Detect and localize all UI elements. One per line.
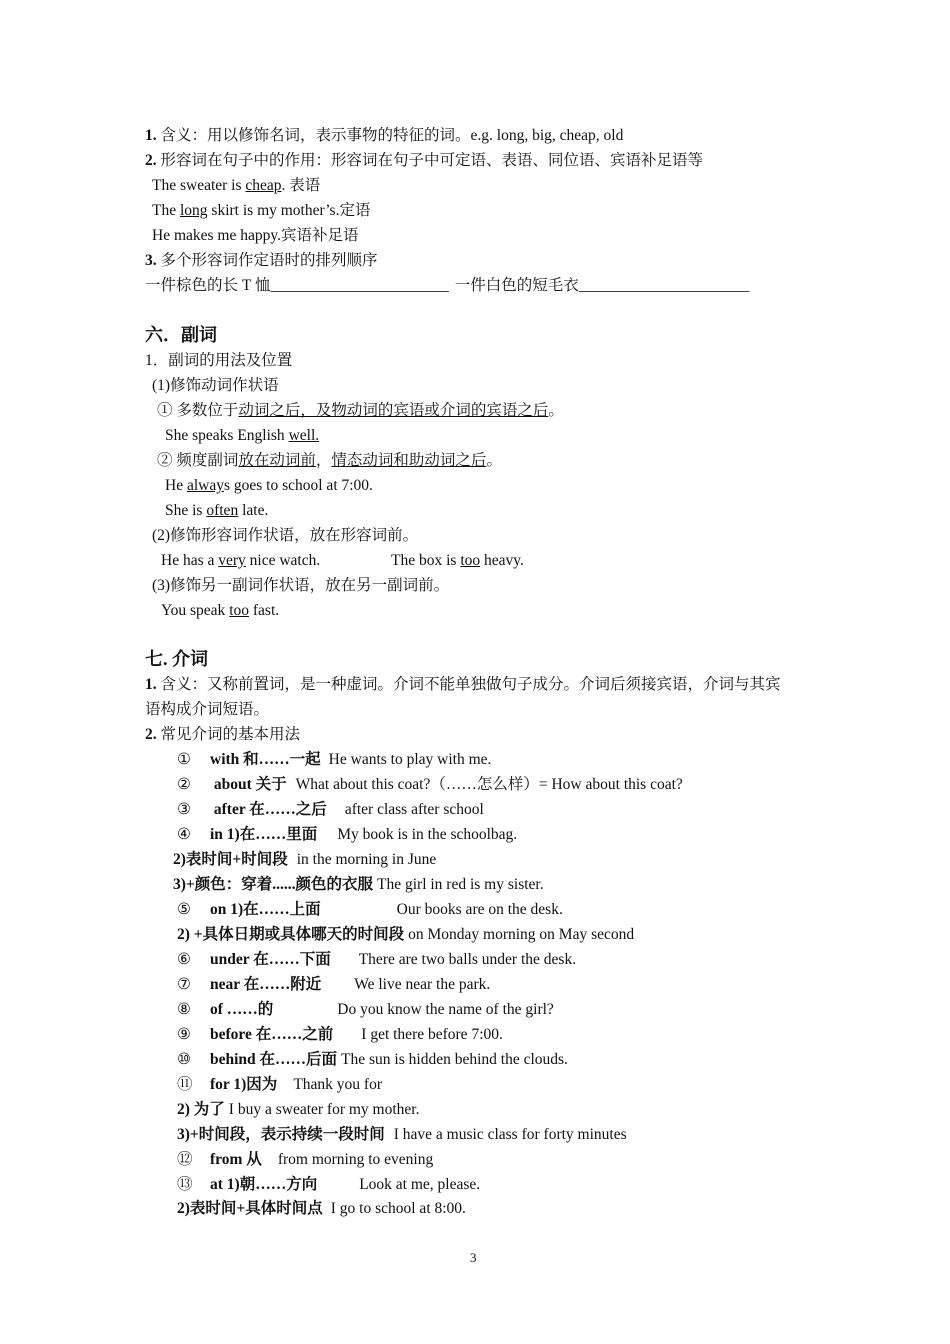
circled-number: ⑫ (177, 1151, 193, 1168)
prep-item-with (177, 750, 491, 770)
circled-number: ⑥ (177, 951, 191, 968)
line-text: 形容词在句子中的作用：形容词在句子中可定语、表语、同位语、宾语补足语等 (156, 152, 704, 169)
line-text: 多个形容词作定语时的排列顺序 (156, 252, 378, 269)
item-number: 1. (145, 676, 157, 693)
underlined-text: often (206, 502, 239, 519)
prep-term: on 1)在……上面 (210, 901, 321, 918)
adj-example-1 (152, 176, 320, 196)
underlined-text: 动词之后，及物动词的宾语或介词的宾语之后 (238, 402, 549, 419)
line-text: 含义：又称前置词，是一种虚词。介词不能单独做句子成分。介词后须接宾语，介词与其宾 (156, 676, 781, 693)
prep-example: Do you know the name of the girl? (337, 1001, 554, 1018)
preposition-heading: 七. 介词 (145, 649, 208, 669)
circled-number: ⑨ (177, 1026, 191, 1043)
prep-term: with 和……一起 (210, 751, 321, 768)
item-number: 2. (145, 152, 157, 169)
circled-number: ③ (177, 801, 191, 818)
underlined-text: very (218, 552, 246, 569)
adv-subheading: 1．副词的用法及位置 (145, 352, 293, 369)
prep-line-1-cont: 语构成介词短语。 (145, 701, 270, 718)
text: fast. (249, 602, 280, 619)
prep-example: in the morning in June (296, 851, 437, 868)
adv-sub-2-example-1 (161, 551, 320, 571)
text: He (165, 477, 187, 494)
text: She speaks English (165, 427, 289, 444)
prep-term: at 1)朝……方向 (210, 1176, 318, 1193)
prep-item-for (177, 1075, 382, 1095)
adv-sub-3-example (161, 601, 279, 621)
prep-example: The girl in red is my sister. (377, 876, 544, 893)
text: ② 频度副词 (157, 452, 239, 469)
prep-term: about 关于 (210, 776, 287, 793)
text: The box is (391, 552, 461, 569)
prep-example: I get there before 7:00. (361, 1026, 503, 1043)
adv-sub-2: (2)修饰形容词作状语，放在形容词前。 (152, 527, 419, 544)
text: ， (315, 452, 332, 469)
circled-number: ④ (177, 826, 191, 843)
prep-term: near 在……附近 (210, 976, 322, 993)
prep-item-in (177, 825, 517, 845)
prep-line-1 (145, 675, 781, 695)
line-text: 含义：用以修饰名词，表示事物的特征的词。e.g. long, big, cheap, old (156, 127, 624, 144)
underlined-text: cheap (245, 177, 282, 194)
adv-rule-1 (157, 401, 564, 421)
prep-item-after (177, 800, 484, 820)
text: He has a (161, 552, 219, 569)
prep-example: on Monday morning on May second (408, 926, 635, 943)
fill-blank-2: 一件白色的短毛衣______________________ (454, 277, 750, 294)
prep-example: I go to school at 8:00. (330, 1200, 466, 1217)
prep-item-on-2 (177, 925, 634, 945)
underlined-text: too (229, 602, 249, 619)
underlined-text: 放在动词前 (238, 452, 316, 469)
adv-sub-3: (3)修饰另一副词作状语，放在另一副词前。 (152, 577, 450, 594)
adj-blank-line (145, 276, 749, 296)
text: heavy. (480, 552, 524, 569)
underlined-text: too (460, 552, 481, 569)
prep-item-near (177, 975, 490, 995)
underlined-text: 情态动词和助动词之后 (331, 452, 487, 469)
prep-term: 3)+颜色：穿着......颜色的衣服 (173, 876, 373, 893)
text: s goes to school at 7:00. (223, 477, 373, 494)
text: 。 (486, 452, 502, 469)
text: He makes me happy.宾语补足语 (152, 227, 359, 244)
prep-term: under 在……下面 (210, 951, 331, 968)
prep-term: after 在……之后 (210, 801, 327, 818)
text: You speak (161, 602, 230, 619)
prep-term: behind 在……后面 (210, 1051, 338, 1068)
prep-example: We live near the park. (354, 976, 491, 993)
underlined-text: well. (288, 427, 320, 444)
prep-item-behind (177, 1050, 568, 1070)
circled-number: ② (177, 776, 191, 793)
prep-example: Look at me, please. (359, 1176, 481, 1193)
text: late. (238, 502, 269, 519)
prep-example: from morning to evening (277, 1151, 434, 1168)
circled-number: ⑩ (177, 1051, 191, 1068)
adv-sub-1: (1)修饰动词作状语 (152, 377, 279, 394)
prep-item-before (177, 1025, 503, 1045)
adverb-heading: 六．副词 (145, 325, 217, 345)
adv-sub-2-example-2 (391, 551, 524, 571)
text: . 表语 (281, 177, 321, 194)
line-text: 常见介词的基本用法 (156, 726, 301, 743)
prep-term: 2)表时间+时间段 (173, 851, 288, 868)
prep-example: after class after school (344, 801, 484, 818)
item-number: 2. (145, 726, 157, 743)
prep-item-about (177, 775, 683, 795)
prep-item-from (177, 1150, 433, 1170)
text: The sweater is (152, 177, 246, 194)
prep-line-2 (145, 725, 300, 745)
prep-example: The sun is hidden behind the clouds. (341, 1051, 568, 1068)
circled-number: ⑤ (177, 901, 191, 918)
adj-line-1 (145, 126, 623, 146)
adv-rule-2-example-2 (165, 501, 268, 521)
circled-number: ⑦ (177, 976, 191, 993)
fill-blank-1: 一件棕色的长 T 恤_______________________ (145, 277, 449, 294)
text: She is (165, 502, 207, 519)
prep-example: There are two balls under the desk. (358, 951, 577, 968)
adv-rule-1-example (165, 426, 319, 446)
text: nice watch. (245, 552, 321, 569)
prep-term: 2) +具体日期或具体哪天的时间段 (177, 926, 405, 943)
circled-number: ⑪ (177, 1076, 193, 1093)
circled-number: ⑧ (177, 1001, 191, 1018)
prep-item-in-2 (173, 850, 436, 870)
prep-term: 2)表时间+具体时间点 (177, 1200, 323, 1217)
text: skirt is my mother’s.定语 (207, 202, 371, 219)
prep-term: of ……的 (210, 1001, 274, 1018)
adj-line-2 (145, 151, 703, 171)
adj-line-3 (145, 251, 378, 271)
circled-number: ⑬ (177, 1176, 193, 1193)
prep-item-in-3 (173, 875, 544, 895)
prep-item-for-2 (177, 1100, 419, 1120)
adj-example-2 (152, 201, 370, 221)
prep-item-of (177, 1000, 554, 1020)
prep-item-at-2 (177, 1199, 466, 1219)
prep-term: 3)+时间段，表示持续一段时间 (177, 1126, 385, 1143)
prep-term: from 从 (210, 1151, 262, 1168)
item-number: 3. (145, 252, 157, 269)
underlined-text: long (179, 202, 208, 219)
prep-term: before 在……之前 (210, 1026, 334, 1043)
text: 。 (548, 402, 564, 419)
page-number: 3 (470, 1250, 477, 1265)
prep-example: He wants to play with me. (328, 751, 492, 768)
prep-example: I have a music class for forty minutes (393, 1126, 627, 1143)
prep-item-for-3 (177, 1125, 627, 1145)
item-number: 1. (145, 127, 157, 144)
prep-item-on (177, 900, 563, 920)
prep-item-at (177, 1175, 480, 1195)
circled-number: ① (177, 751, 191, 768)
adv-rule-2-example-1 (165, 476, 373, 496)
prep-example: Our books are on the desk. (396, 901, 563, 918)
underlined-text: alway (186, 477, 224, 494)
text: The (152, 202, 180, 219)
prep-example: I buy a sweater for my mother. (228, 1101, 420, 1118)
adj-example-3 (152, 226, 358, 246)
adv-rule-2 (157, 451, 502, 471)
prep-term: 2) 为了 (177, 1101, 225, 1118)
prep-term: in 1)在……里面 (210, 826, 318, 843)
prep-example: Thank you for (293, 1076, 382, 1093)
prep-item-under (177, 950, 576, 970)
prep-term: for 1)因为 (210, 1076, 278, 1093)
prep-example: What about this coat?（……怎么样）= How about this coat? (295, 776, 683, 793)
prep-example: My book is in the schoolbag. (337, 826, 518, 843)
text: ① 多数位于 (157, 402, 239, 419)
